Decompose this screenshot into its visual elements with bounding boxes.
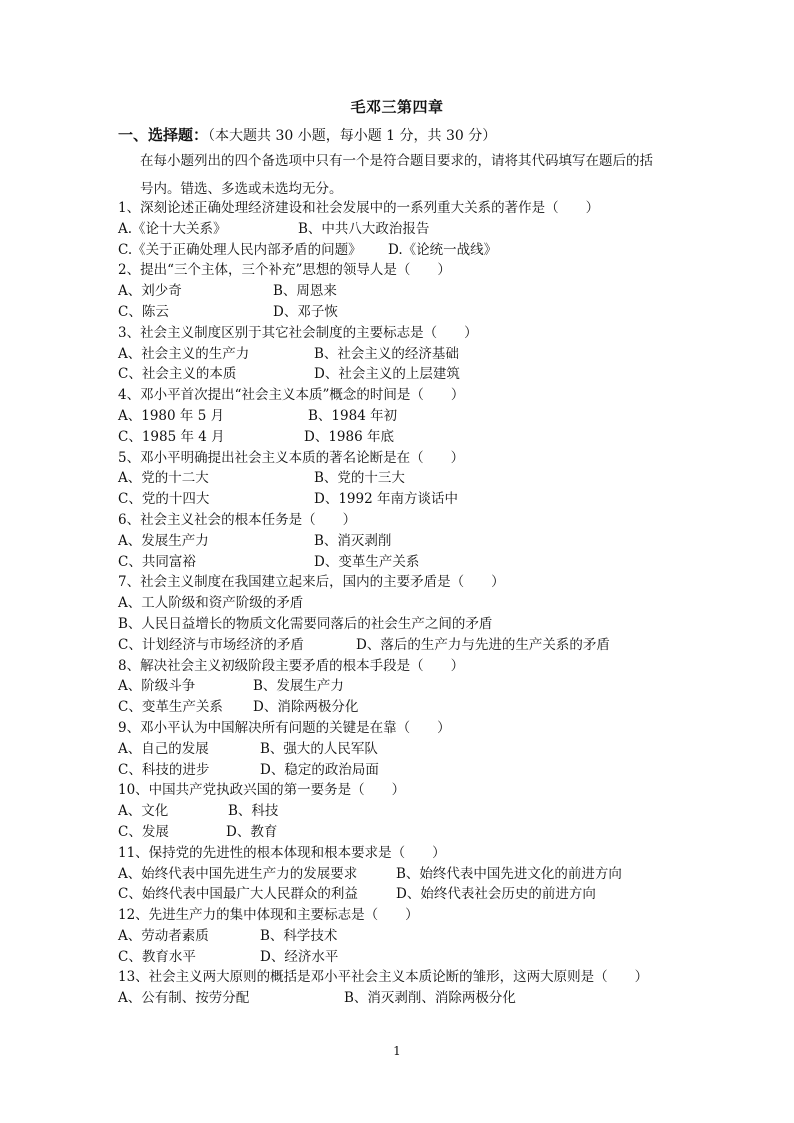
option: D、经济水平 [260,948,339,965]
option-row [118,427,698,448]
option-row [118,531,698,552]
option-row [118,864,698,885]
option: A、工人阶级和资产阶级的矛盾 [118,595,304,612]
option: C、陈云 [118,303,169,320]
question-stem: 4、邓小平首次提出“社会主义本质”概念的时间是（ ） [118,387,465,404]
section-heading: 一、选择题： [118,126,209,144]
option-row [118,364,698,385]
option: A、始终代表中国先进生产力的发展要求 [118,865,358,882]
question-stem: 3、社会主义制度区别于其它社会制度的主要标志是（ ） [118,324,478,341]
question-stem: 2、提出“三个主体，三个补充”思想的领导人是（ ） [118,262,451,279]
option-row [118,406,698,427]
option-row [118,593,698,614]
question-stem: 6、社会主义社会的根本任务是（ ） [118,511,357,528]
option-row [118,219,698,240]
option-row [118,302,698,323]
option: A、刘少奇 [118,283,182,300]
option: D.《论统一战线》 [388,241,498,258]
option: B、科学技术 [260,927,338,944]
option: D、消除两极分化 [253,699,359,716]
option: D、邓子恢 [273,303,338,320]
option: C、社会主义的本质 [118,366,237,383]
option: C、科技的进步 [118,761,210,778]
page-number: 1 [393,1044,401,1058]
option: B、周恩来 [273,283,337,300]
option: D、变革生产关系 [314,553,420,570]
option: D、1986 年底 [304,428,394,445]
option: C、始终代表中国最广大人民群众的利益 [118,886,358,903]
option-row [118,489,698,510]
question-stem: 8、解决社会主义初级阶段主要矛盾的根本手段是（ ） [118,657,465,674]
question-stem: 1、深刻论述正确处理经济建设和社会发展中的一系列重大关系的著作是（ ） [118,200,600,216]
option: B、1984 年初 [308,407,398,424]
option-row [118,697,698,718]
section-header [118,124,496,145]
option: B、强大的人民军队 [260,740,378,757]
option-row [118,614,698,635]
option: C、发展 [118,823,169,840]
question-list [118,198,698,1009]
option: D、落后的生产力与先进的生产关系的矛盾 [356,636,610,653]
question-stem: 7、社会主义制度在我国建立起来后，国内的主要矛盾是（ ） [118,574,505,591]
option-row [118,344,698,365]
option: B、始终代表中国先进文化的前进方向 [396,865,622,882]
question-stem: 13、社会主义两大原则的概括是邓小平社会主义本质论断的雏形，这两大原则是（ ） [118,969,649,986]
option: D、教育 [226,823,278,840]
option: B、党的十三大 [314,470,405,487]
option: C、共同富裕 [118,553,196,570]
option: B、消灭剥削、消除两极分化 [344,990,516,1007]
option: C、变革生产关系 [118,699,223,716]
option: C.《关于正确处理人民内部矛盾的问题》 [118,241,362,258]
option: D、1992 年南方谈话中 [314,491,458,508]
question-stem: 5、邓小平明确提出社会主义本质的著名论断是在（ ） [118,449,465,466]
option-row [118,281,698,302]
document-title: 毛邓三第四章 [350,98,444,116]
option: A、劳动者素质 [118,927,209,944]
option: A、文化 [118,803,169,820]
option-row [118,926,698,947]
option: B、中共八大政治报告 [298,220,430,237]
option: C、计划经济与市场经济的矛盾 [118,636,304,653]
option-row [118,468,698,489]
option: D、社会主义的上层建筑 [314,366,460,383]
question-stem: 12、先进生产力的集中体现和主要标志是（ ） [118,907,419,924]
option: A、自己的发展 [118,740,209,757]
question-stem: 10、中国共产党执政兴国的第一要务是（ ） [118,782,406,799]
option: A、党的十二大 [118,470,209,487]
option-row [118,822,698,843]
option: C、党的十四大 [118,491,210,508]
option: C、教育水平 [118,948,196,965]
option-row [118,947,698,968]
option: A、阶级斗争 [118,678,196,695]
instructions-line-2: 号内。错选、多选或未选均无分。 [140,181,343,197]
instructions [118,147,678,203]
option: A.《论十大关系》 [118,220,227,237]
option-row [118,635,698,656]
option-row [118,676,698,697]
option-row [118,552,698,573]
option-row [118,739,698,760]
instructions-line-1: 在每小题列出的四个备选项中只有一个是符合题目要求的，请将其代码填写在题后的括 [140,153,653,169]
option: A、1980 年 5 月 [118,407,225,424]
option: B、人民日益增长的物质文化需要同落后的社会生产之间的矛盾 [118,615,493,632]
option: B、社会主义的经济基础 [314,345,459,362]
section-note: （本大题共 30 小题，每小题 1 分，共 30 分） [208,128,497,144]
option: A、公有制、按劳分配 [118,990,250,1007]
option: B、科技 [228,803,279,820]
option: A、社会主义的生产力 [118,345,250,362]
option: A、发展生产力 [118,532,209,549]
option: D、稳定的政治局面 [260,761,379,778]
question-stem: 11、保持党的先进性的根本体现和根本要求是（ ） [118,844,446,861]
question-stem: 9、邓小平认为中国解决所有问题的关键是在靠（ ） [118,719,451,736]
option: B、消灭剥削 [314,532,392,549]
option: B、发展生产力 [253,678,344,695]
option-row [118,988,698,1009]
option-row [118,240,698,261]
option: C、1985 年 4 月 [118,428,225,445]
option: D、始终代表社会历史的前进方向 [396,886,596,903]
option-row [118,760,698,781]
option-row [118,884,698,905]
option-row [118,801,698,822]
